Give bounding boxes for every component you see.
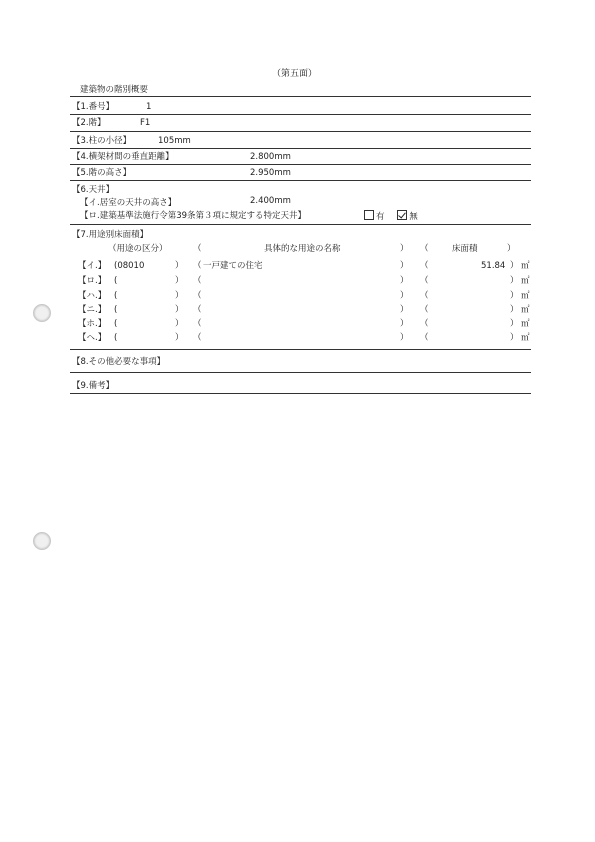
- usage-row-code: (: [114, 291, 118, 301]
- row-number-label: 【1.番号】: [72, 102, 115, 112]
- usage-row-sep: ）: [175, 261, 184, 271]
- usage-row-sep: （: [193, 291, 202, 301]
- usage-row-unit: ㎡: [521, 291, 530, 301]
- row-column-diameter-label: 【3.柱の小径】: [72, 136, 132, 146]
- row-beam-distance-label: 【4.横架材間の垂直距離】: [72, 152, 174, 162]
- usage-row-sep: ）: [175, 291, 184, 301]
- usage-row-sep: ）: [510, 276, 519, 286]
- header-area-paren-close: ）: [507, 244, 516, 254]
- usage-row-sep: ）: [400, 291, 409, 301]
- usage-row-area: 51.84: [481, 261, 506, 271]
- usage-row-sep: ）: [175, 319, 184, 329]
- header-area-paren-open: （: [420, 244, 429, 254]
- divider: [70, 148, 531, 149]
- usage-row-code: (: [114, 319, 118, 329]
- row-floor-height-value: 2.950mm: [250, 168, 291, 178]
- divider: [70, 349, 531, 350]
- row-floor-height-label: 【5.階の高さ】: [72, 168, 132, 178]
- usage-row-sep: ）: [175, 276, 184, 286]
- usage-row-unit: ㎡: [521, 305, 530, 315]
- row-floor-value: F1: [140, 118, 151, 128]
- usage-row-sep: ）: [400, 333, 409, 343]
- page-title: （第五面）: [272, 69, 318, 79]
- divider: [70, 114, 531, 115]
- usage-row-code: (: [114, 333, 118, 343]
- divider: [70, 372, 531, 373]
- usage-row-sep: （: [420, 276, 429, 286]
- usage-row-sep: （: [420, 291, 429, 301]
- usage-row-sep: ）: [510, 333, 519, 343]
- checkbox-no[interactable]: [397, 210, 407, 220]
- header-floor-area: 床面積: [452, 244, 478, 254]
- row-other-items-label: 【8.その他必要な事項】: [72, 357, 166, 367]
- usage-row-unit: ㎡: [521, 276, 530, 286]
- row-ceiling-height-label: 【イ.居室の天井の高さ】: [80, 198, 177, 208]
- usage-row-sep: ）: [175, 305, 184, 315]
- usage-row-unit: ㎡: [521, 333, 530, 343]
- usage-row-sep: （: [420, 333, 429, 343]
- usage-row-sep: ）: [400, 276, 409, 286]
- usage-row-unit: ㎡: [521, 319, 530, 329]
- row-usage-area-label: 【7.用途別床面積】: [72, 230, 149, 240]
- divider: [70, 224, 531, 225]
- usage-row-sep: ）: [510, 261, 519, 271]
- header-paren-close: ）: [400, 244, 409, 254]
- usage-row-sep: （: [193, 261, 202, 271]
- usage-row-code: (: [114, 276, 118, 286]
- usage-row-label: 【ハ.】: [78, 291, 107, 301]
- usage-row-sep: （: [193, 305, 202, 315]
- usage-row-label: 【ホ.】: [78, 319, 107, 329]
- header-category: （用途の区分）: [108, 244, 168, 254]
- row-ceiling-label: 【6.天井】: [72, 185, 115, 195]
- usage-row-sep: （: [420, 319, 429, 329]
- row-floor-label: 【2.階】: [72, 118, 106, 128]
- binder-hole-top: [33, 304, 51, 322]
- header-usage-name: 具体的な用途の名称: [264, 244, 341, 254]
- usage-row-sep: （: [193, 319, 202, 329]
- usage-row-sep: （: [420, 261, 429, 271]
- row-special-ceiling-label: 【ロ.建築基準法施行令第39条第３項に規定する特定天井】: [80, 211, 307, 221]
- usage-row-name: 一戸建ての住宅: [203, 261, 263, 271]
- row-remarks-label: 【9.備考】: [72, 381, 115, 391]
- usage-row-label: 【ヘ.】: [78, 333, 107, 343]
- option-yes-label: 有: [376, 212, 385, 222]
- divider: [70, 131, 531, 132]
- usage-row-label: 【イ.】: [78, 261, 107, 271]
- usage-row-code: (: [114, 305, 118, 315]
- usage-row-sep: ）: [175, 333, 184, 343]
- usage-row-code: (08010: [114, 261, 145, 271]
- usage-row-unit: ㎡: [521, 261, 530, 271]
- divider: [70, 164, 531, 165]
- checkbox-yes[interactable]: [364, 210, 374, 220]
- header-paren-open: （: [193, 244, 202, 254]
- row-beam-distance-value: 2.800mm: [250, 152, 291, 162]
- usage-row-sep: ）: [400, 305, 409, 315]
- usage-row-sep: ）: [400, 319, 409, 329]
- special-ceiling-options: [364, 210, 418, 222]
- divider: [70, 96, 531, 97]
- usage-row-sep: ）: [510, 291, 519, 301]
- row-number-value: 1: [146, 102, 152, 112]
- row-ceiling-height-value: 2.400mm: [250, 196, 291, 206]
- usage-row-sep: （: [420, 305, 429, 315]
- section-title: 建築物の階別概要: [80, 85, 149, 95]
- usage-row-label: 【ニ.】: [78, 305, 107, 315]
- usage-row-sep: （: [193, 333, 202, 343]
- divider: [70, 393, 531, 394]
- usage-row-sep: ）: [510, 305, 519, 315]
- usage-row-label: 【ロ.】: [78, 276, 107, 286]
- usage-row-sep: ）: [400, 261, 409, 271]
- row-column-diameter-value: 105mm: [158, 136, 191, 146]
- option-no-label: 無: [409, 212, 418, 222]
- usage-row-sep: ）: [510, 319, 519, 329]
- binder-hole-bottom: [33, 532, 51, 550]
- usage-row-sep: （: [193, 276, 202, 286]
- divider: [70, 180, 531, 181]
